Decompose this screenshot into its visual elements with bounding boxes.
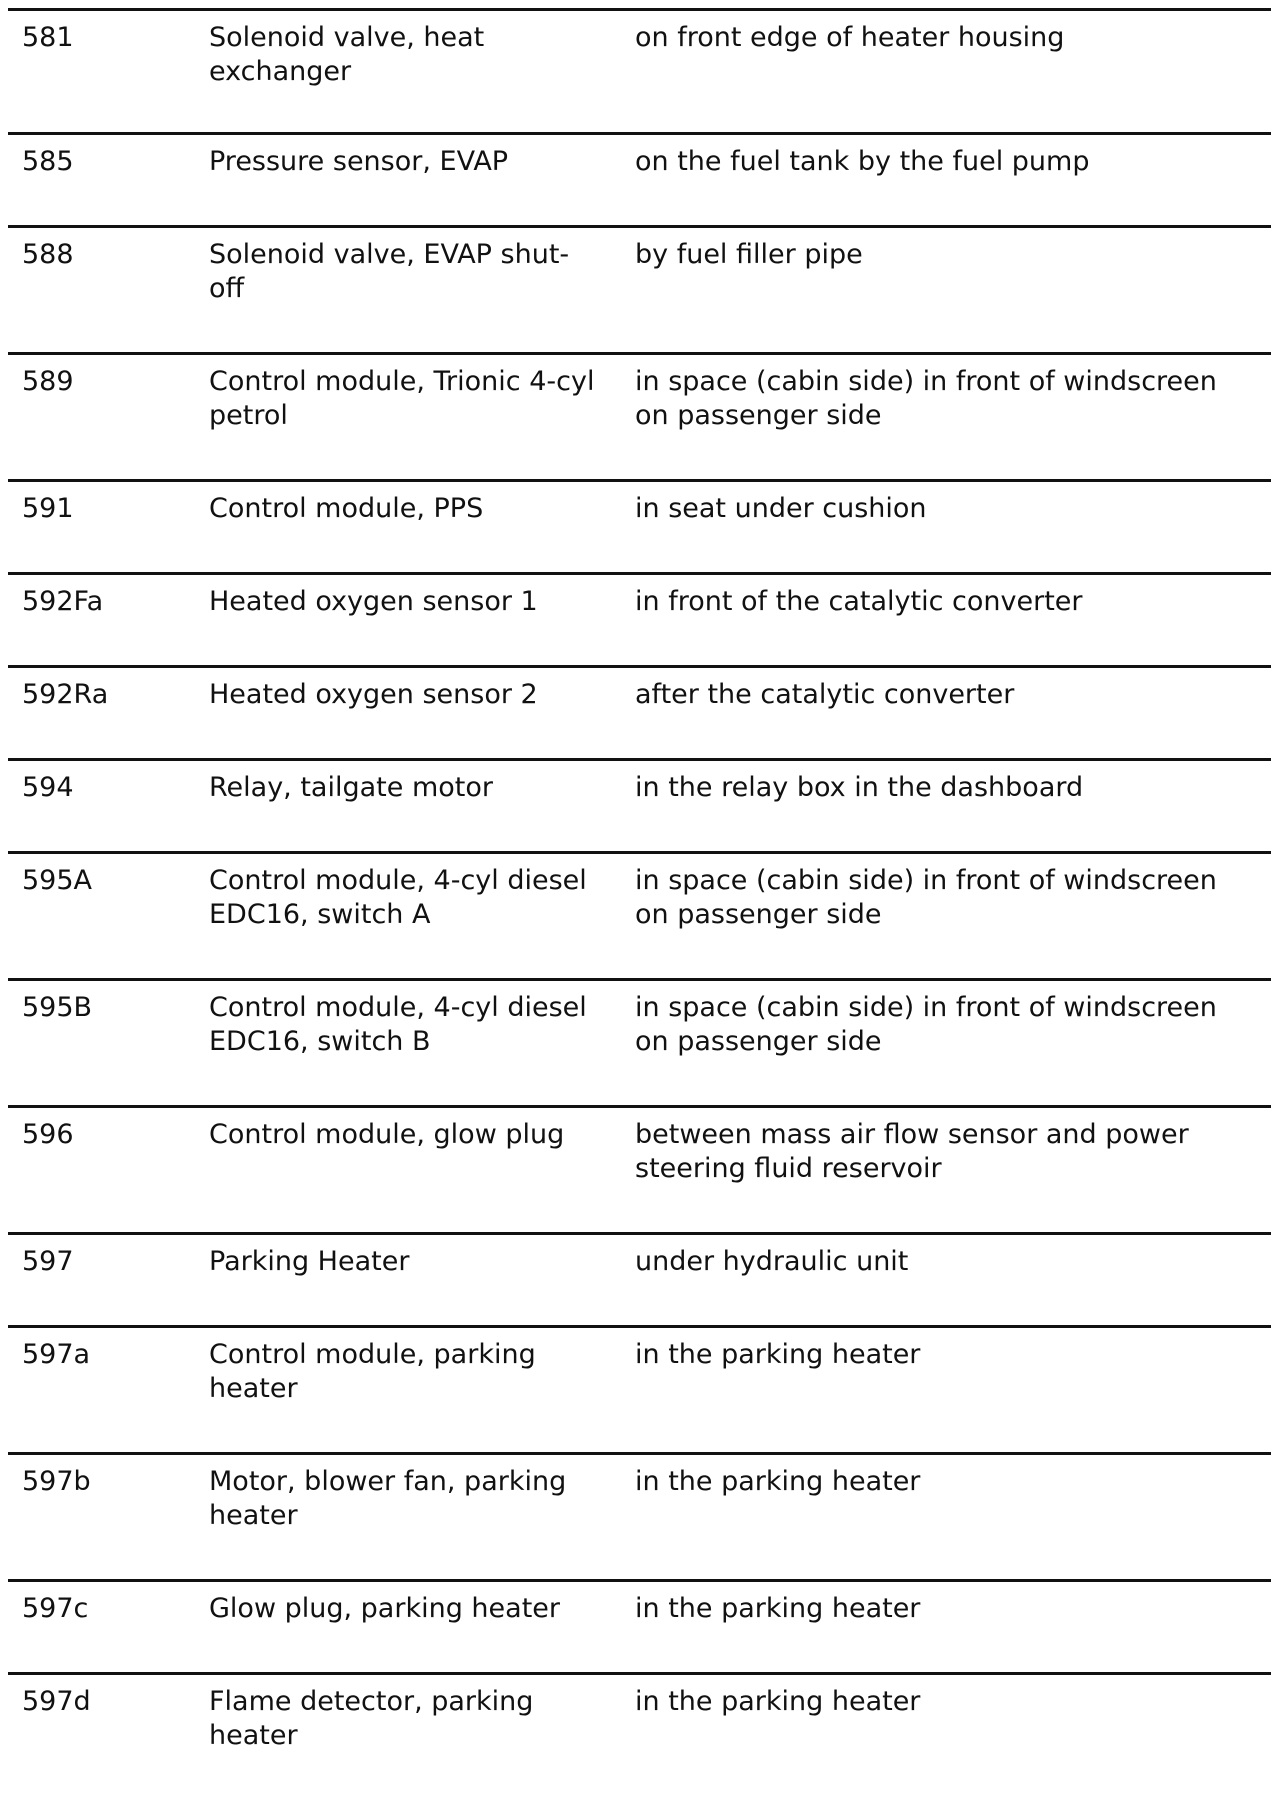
component-name: Control module, 4-cyl diesel EDC16, switch B (209, 992, 587, 1057)
component-id: 585 (22, 146, 74, 177)
component-name: Heated oxygen sensor 1 (209, 586, 538, 617)
component-table (8, 0, 1271, 1802)
component-location: after the catalytic converter (635, 679, 1015, 710)
component-id: 597c (22, 1593, 89, 1624)
component-id: 597a (22, 1339, 91, 1370)
component-name: Relay, tailgate motor (209, 772, 493, 803)
component-location: by fuel filler pipe (635, 239, 863, 270)
component-id: 581 (22, 22, 74, 53)
component-name: Control module, parking heater (209, 1339, 536, 1404)
component-location: in the relay box in the dashboard (635, 772, 1084, 803)
component-id: 597b (22, 1466, 91, 1497)
table-row (8, 1455, 1271, 1582)
table-row (8, 668, 1271, 761)
component-id: 592Ra (22, 679, 109, 710)
component-name: Heated oxygen sensor 2 (209, 679, 538, 710)
component-location: on the fuel tank by the fuel pump (635, 146, 1090, 177)
table-row (8, 355, 1271, 482)
table-row (8, 1582, 1271, 1675)
component-id: 591 (22, 493, 74, 524)
component-name: Control module, Trionic 4-cyl petrol (209, 366, 595, 431)
component-name: Parking Heater (209, 1246, 410, 1277)
component-id: 597d (22, 1686, 91, 1717)
component-location: in the parking heater (635, 1686, 921, 1717)
component-name: Motor, blower fan, parking heater (209, 1466, 567, 1531)
component-location: in front of the catalytic converter (635, 586, 1083, 617)
component-location: on front edge of heater housing (635, 22, 1065, 53)
table-row (8, 228, 1271, 355)
component-location: in space (cabin side) in front of windscreen on passenger side (635, 865, 1217, 930)
table-row (8, 1328, 1271, 1455)
component-id: 592Fa (22, 586, 104, 617)
component-location: in the parking heater (635, 1466, 921, 1497)
component-location: in seat under cushion (635, 493, 927, 524)
component-id: 595A (22, 865, 93, 896)
component-location: under hydraulic unit (635, 1246, 909, 1277)
table-row (8, 8, 1271, 135)
component-id: 594 (22, 772, 74, 803)
component-name: Glow plug, parking heater (209, 1593, 560, 1624)
table-row (8, 135, 1271, 228)
table-row (8, 981, 1271, 1108)
component-name: Solenoid valve, heat exchanger (209, 22, 485, 87)
table-row (8, 575, 1271, 668)
component-name: Control module, 4-cyl diesel EDC16, switch A (209, 865, 587, 930)
component-location: in space (cabin side) in front of windscreen on passenger side (635, 992, 1217, 1057)
component-id: 589 (22, 366, 74, 397)
component-id: 597 (22, 1246, 74, 1277)
component-name: Solenoid valve, EVAP shut- off (209, 239, 570, 304)
component-id: 595B (22, 992, 93, 1023)
component-location: in the parking heater (635, 1593, 921, 1624)
component-id: 588 (22, 239, 74, 270)
component-name: Control module, glow plug (209, 1119, 565, 1150)
table-row (8, 1235, 1271, 1328)
component-name: Pressure sensor, EVAP (209, 146, 509, 177)
component-location: in space (cabin side) in front of windscreen on passenger side (635, 366, 1217, 431)
component-location: in the parking heater (635, 1339, 921, 1370)
table-row (8, 761, 1271, 854)
component-name: Flame detector, parking heater (209, 1686, 534, 1751)
table-row (8, 482, 1271, 575)
table-row (8, 1675, 1271, 1802)
component-location: between mass air flow sensor and power steering fluid reservoir (635, 1119, 1189, 1184)
component-name: Control module, PPS (209, 493, 484, 524)
table-row (8, 1108, 1271, 1235)
component-id: 596 (22, 1119, 74, 1150)
table-row (8, 854, 1271, 981)
